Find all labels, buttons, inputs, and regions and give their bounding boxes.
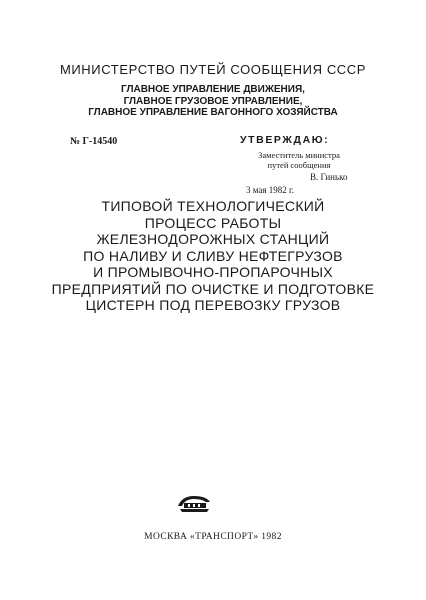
directorates-block — [0, 84, 426, 119]
approval-position-line: Заместитель министра — [258, 150, 340, 160]
title-line: ПРЕДПРИЯТИЙ ПО ОЧИСТКЕ И ПОДГОТОВКЕ — [51, 280, 375, 297]
approval-title: УТВЕРЖДАЮ: — [240, 134, 330, 146]
directorate-line: ГЛАВНОЕ УПРАВЛЕНИЕ ДВИЖЕНИЯ, — [121, 84, 305, 95]
approval-signatory: В. Гинько — [310, 172, 348, 182]
title-line: ПРОЦЕСС РАБОТЫ — [144, 214, 282, 231]
approval-date: 3 мая 1982 г. — [246, 185, 294, 195]
title-line: И ПРОМЫВОЧНО-ПРОПАРОЧНЫХ — [93, 264, 333, 280]
publisher-imprint: МОСКВА «ТРАНСПОРТ» 1982 — [144, 532, 282, 542]
title-line: ЦИСТЕРН ПОД ПЕРЕВОЗКУ ГРУЗОВ — [85, 297, 341, 313]
title-line: ЖЕЛЕЗНОДОРОЖНЫХ СТАНЦИЙ — [96, 231, 330, 247]
approval-position — [244, 150, 354, 170]
approval-position-line: путей сообщения — [267, 160, 331, 170]
publisher-logo-icon — [176, 494, 212, 514]
title-line: ТИПОВОЙ ТЕХНОЛОГИЧЕСКИЙ — [101, 198, 325, 214]
directorate-line: ГЛАВНОЕ ГРУЗОВОЕ УПРАВЛЕНИЕ, — [123, 95, 303, 107]
ministry-name: МИНИСТЕРСТВО ПУТЕЙ СООБЩЕНИЯ СССР — [59, 62, 367, 77]
document-title — [0, 198, 426, 314]
title-line: ПО НАЛИВУ И СЛИВУ НЕФТЕГРУЗОВ — [83, 247, 343, 264]
document-number: № Г-14540 — [70, 136, 118, 147]
directorate-line: ГЛАВНОЕ УПРАВЛЕНИЕ ВАГОННОГО ХОЗЯЙСТВА — [88, 107, 338, 118]
approval-block — [240, 134, 370, 195]
